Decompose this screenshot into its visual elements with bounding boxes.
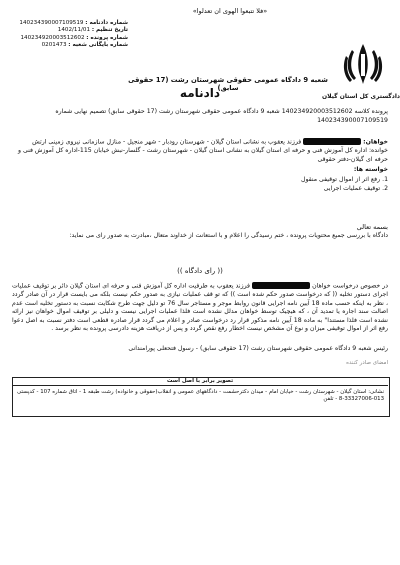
meta-row: شماره پرونده : 140234920003512602 xyxy=(20,34,128,41)
redacted-name xyxy=(303,138,361,145)
document-meta xyxy=(8,20,128,50)
motto: «فلا تتبعوا الهوى ان تعدلوا» xyxy=(192,7,268,15)
claims-title: خواسته ها: xyxy=(353,166,388,173)
court-address: نشانی: استان گیلان - شهرستان رشت - خیابان امام - میدان دکترحشمت - دادگاههای عمومی و انقلاب(حقوقی و خانواده) رشت طبقه 1 - اتاق شماره 107 - کدپستی 013-33327006-8 - تلفن xyxy=(17,389,384,403)
case-line: پرونده کلاسه 140234920003512602 شعبه 9 دادگاه عمومی حقوقی شهرستان رشت (17 حقوقی سابق) تصمیم نهایی شماره xyxy=(55,108,388,115)
parties xyxy=(12,138,388,164)
meta-row: شماره دادنامه : 140234390007109519 xyxy=(19,20,128,26)
defendant-details: خوانده: اداره کل آموزش فنی و حرفه ای استان گیلان به نشانی استان گیلان - شهرستان رشت - گلسار-نبش خیابان 115-اداره کل آموزش فنی و حرفه ای گیلان-دفتر حقوقی xyxy=(18,147,388,163)
claim-item: 2. توقیف عملیات اجرایی xyxy=(323,185,388,192)
plaintiff-details: فرزند یعقوب به نشانی استان گیلان - شهرستان رودبار - شهر منجیل - منازل سازمانی نیروی زمینی ارتش xyxy=(32,138,302,146)
intro-text: دادگاه با بررسی جمیع محتویات پرونده ، ختم رسیدگی را اعلام و با استعانت از خداوند متعال ،مبادرت به صدور رای می نماید: xyxy=(69,232,388,239)
iran-emblem-icon xyxy=(340,40,386,88)
meta-row: تاریخ تنظیم : 1402/11/01 xyxy=(57,27,128,34)
claim-item: 1. رفع اثر از اموال توقیفی منقول xyxy=(301,176,388,183)
signature-line: رئیس شعبه 9 دادگاه عمومی حقوقی شهرستان رشت (17 حقوقی سابق) - رسول فتحعلی پورامندانی xyxy=(128,345,388,352)
case-number: 140234390007109519 xyxy=(317,117,388,124)
redacted-name xyxy=(252,282,310,289)
certified-copy: تصویر برابر با اصل است xyxy=(166,378,234,384)
basmala: بسمه تعالی xyxy=(356,223,388,231)
meta-row: شماره بایگانی شعبه : 0201473 xyxy=(41,42,128,49)
footer-divider xyxy=(12,385,388,386)
document-title: دادنامه xyxy=(179,86,221,100)
verdict-text: در خصوص درخواست خواهان فرزند یعقوب به طرفیت اداره کل آموزش فنی و حرفه ای استان گیلان دائر بر توقیف عملیات اجرای دستور تخلیه (( که درخواست صدور حکم شده است )) که تو قف عملیات نیازی به صدور حکم نیست بلکه می بایست قرار در آن صادر گردد ، نظر به اینکه حسب ماده 18 آیین نامه اجرایی قانون روابط موجر و مستاجر سال 76 تو دلیل جهت طرح شکایت نسبت به دستور تخلیه است عدم اصالت سند اجاره یا تمدید آن ، که هیچیک توسط خواهان مدلل نشده است فلذا عملیات اجرایی نیست و دلیلی بر توقیف اموال خواهان نیز ارائه نشده است فلذا مستندا" به ماده 18 آیین نامه مذکور قرار رد درخواست صادر و اعلام می گردد قرار صادره قطعی است دفتر نسبت به اصل دعوا رفع اثر از اموال توقیفی میزان و نوع آن مشخص نیست اخطار رفع نقص گردد و پس از دریافت هزینه دادرسی پرونده به نظر برسد . xyxy=(12,282,388,333)
verdict-title: (( رای دادگاه )) xyxy=(177,267,223,275)
plaintiff-label: خواهان: xyxy=(363,138,388,146)
court-name: دادگستری کل استان گیلان xyxy=(322,93,400,100)
signed-note: امضای صادر کننده xyxy=(346,360,388,366)
branch-name: شعبه 9 دادگاه عمومی حقوقی شهرستان رشت (17 حقوقی سابق) xyxy=(128,76,328,92)
